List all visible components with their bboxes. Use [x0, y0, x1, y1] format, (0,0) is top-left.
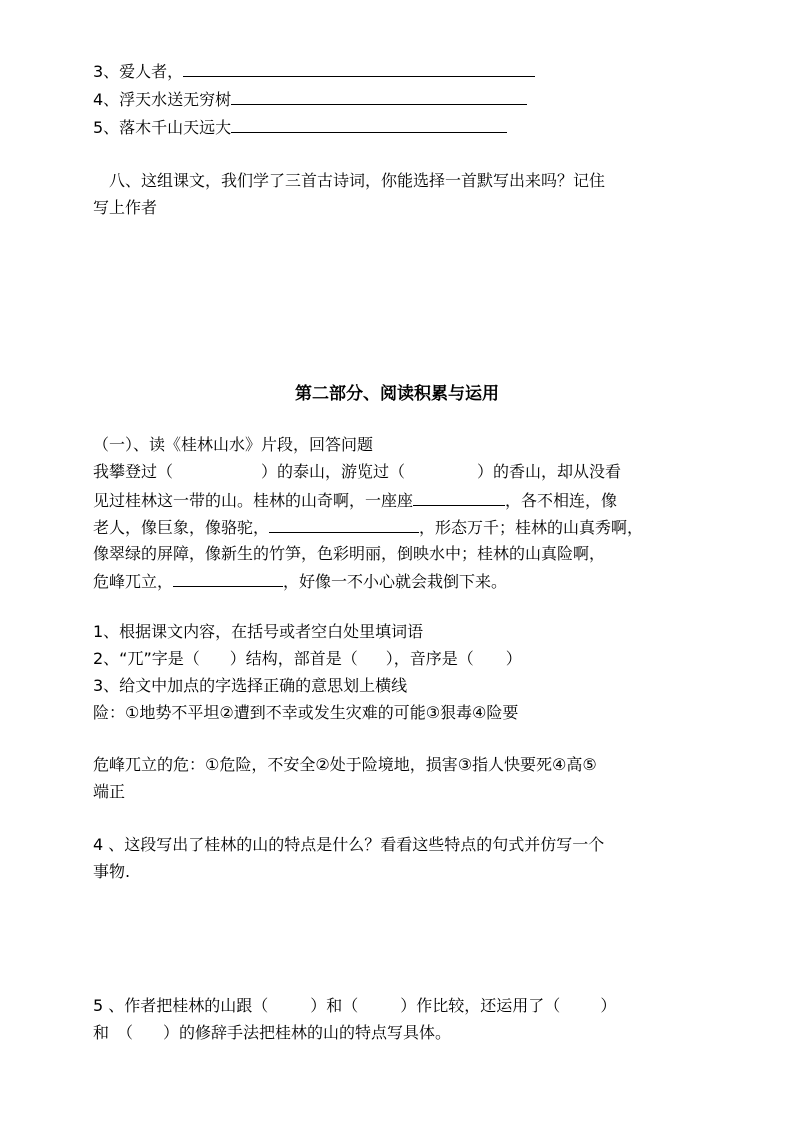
answer-blank[interactable] [231, 116, 507, 133]
question-5-line-2 [93, 1022, 451, 1044]
section-8-line-1: 八、这组课文，我们学了三首古诗词，你能选择一首默写出来吗？记住 [109, 171, 606, 190]
passage-line-5 [93, 570, 507, 593]
question-text: ） [505, 649, 522, 668]
question-3-xian-options: 险：①地势不平坦②遭到不幸或发生灾难的可能③狠毒④险要 [93, 703, 519, 722]
answer-blank[interactable] [173, 570, 283, 587]
part-2-title: 第二部分、阅读积累与运用 [295, 384, 499, 404]
passage-text: 见过桂林这一带的山。桂林的山奇啊，一座座 [93, 491, 414, 510]
passage-line-2 [93, 489, 617, 512]
question-text: 5 、作者把桂林的山跟（ [93, 996, 269, 1015]
fill-line-3-text: 3、爱人者， [93, 62, 184, 81]
question-1: 1、根据课文内容，在括号或者空白处里填词语 [93, 622, 424, 641]
question-text: ） [600, 996, 617, 1015]
question-text: ）和（ [310, 996, 359, 1015]
passage-text: ，形态万千；桂林的山真秀啊， [419, 518, 644, 537]
passage-line-3 [93, 516, 643, 539]
question-text: 2、“兀”字是（ [93, 649, 200, 668]
passage-text: 我攀登过（ [93, 462, 174, 481]
question-5-line-1 [93, 995, 616, 1017]
passage-text: ）的香山，却从没看 [477, 462, 622, 481]
fill-line-4-text: 4、浮天水送无穷树 [93, 90, 232, 109]
fill-line-5-text: 5、落木千山天远大 [93, 118, 232, 137]
question-3: 3、给文中加点的字选择正确的意思划上横线 [93, 676, 408, 695]
question-text: ）作比较，还运用了（ [400, 996, 561, 1015]
answer-blank[interactable] [183, 60, 535, 77]
answer-blank[interactable] [413, 489, 505, 506]
reading-heading: （一）、读《桂林山水》片段，回答问题 [93, 435, 374, 454]
passage-text: ，各不相连，像 [505, 491, 618, 510]
question-3-wei-options-1: 危峰兀立的危：①危险，不安全②处于险境地，损害③指人快要死④高⑤ [93, 755, 597, 774]
passage-text: 危峰兀立， [93, 572, 174, 591]
section-8-line-2: 写上作者 [93, 198, 158, 217]
question-text: ）结构，部首是（ [229, 649, 358, 668]
fill-line-5 [93, 116, 507, 139]
passage-text: ）的泰山，游览过（ [261, 462, 406, 481]
answer-blank[interactable] [269, 516, 419, 533]
passage-line-1 [93, 461, 621, 483]
question-2 [93, 648, 522, 670]
passage-line-4: 像翠绿的屏障，像新生的竹笋，色彩明丽，倒映水中；桂林的山真险啊， [93, 544, 606, 563]
fill-line-3 [93, 60, 535, 83]
answer-blank[interactable] [231, 88, 527, 105]
question-text: ），音序是（ [385, 649, 474, 668]
passage-text: 老人，像巨象，像骆驼， [93, 518, 270, 537]
question-4-line-2: 事物. [93, 862, 131, 881]
question-text: ）的修辞手法把桂林的山的特点写具体。 [163, 1023, 452, 1042]
question-4-line-1: 4 、这段写出了桂林的山的特点是什么？看看这些特点的句式并仿写一个 [93, 835, 605, 854]
question-3-wei-options-2: 端正 [93, 782, 126, 801]
fill-line-4 [93, 88, 527, 111]
passage-text: ，好像一不小心就会栽倒下来。 [283, 572, 508, 591]
question-text: 和 （ [93, 1023, 134, 1042]
